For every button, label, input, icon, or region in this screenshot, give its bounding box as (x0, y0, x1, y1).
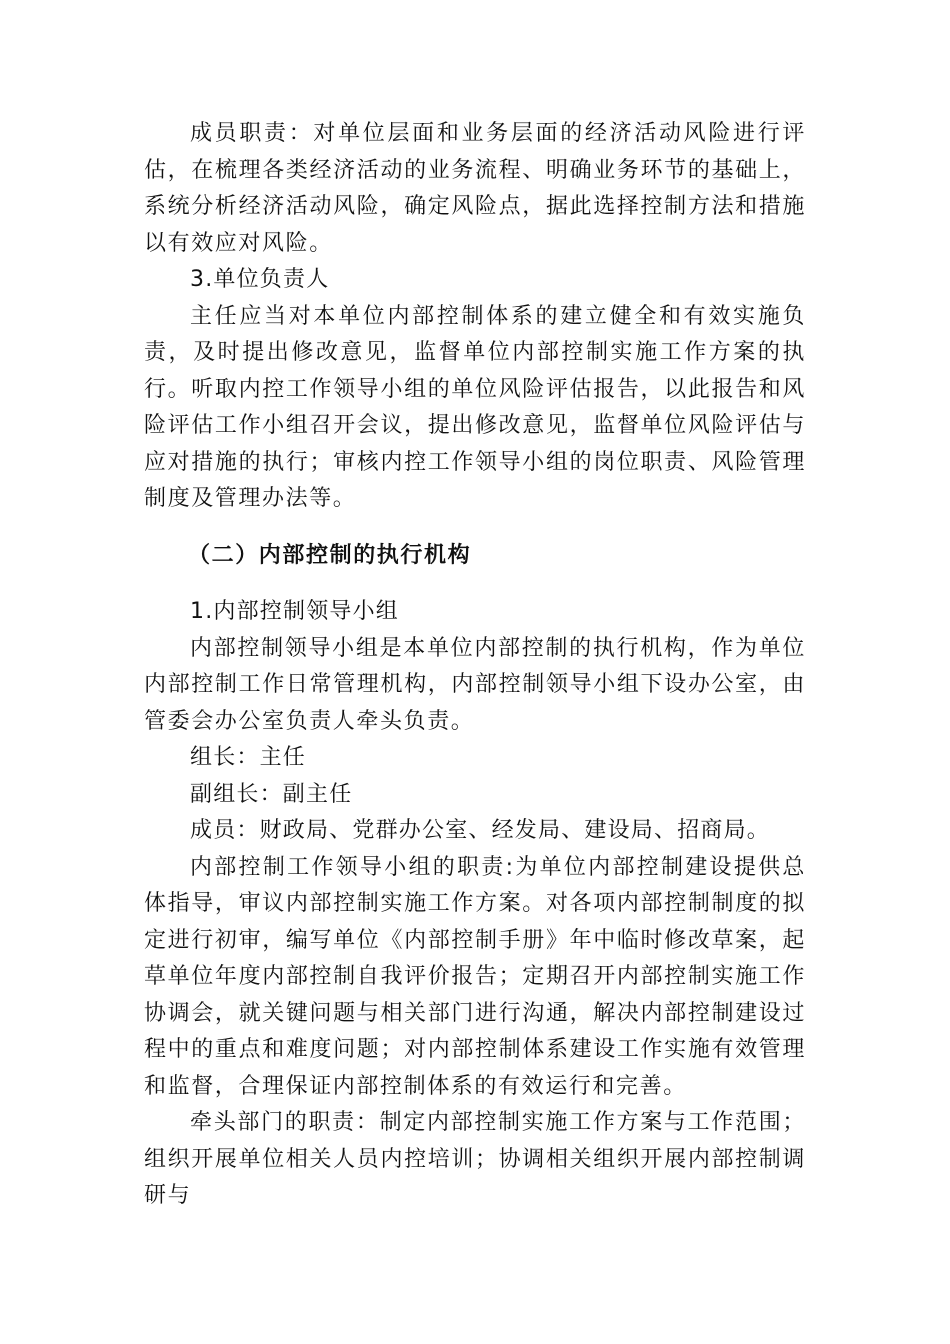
section-heading: （二）内部控制的执行机构 (188, 542, 472, 568)
leading-group-subtitle: 1.内部控制领导小组 (190, 599, 399, 624)
spacer (144, 574, 806, 594)
document-body (144, 116, 806, 1215)
leading-group-paragraph: 内部控制领导小组是本单位内部控制的执行机构，作为单位内部控制工作日常管理机构，内部控制领导小组下设办公室，由管委会办公室负责人牵头负责。 (144, 635, 806, 734)
members-line: 成员：财政局、党群办公室、经发局、建设局、招商局。 (190, 818, 771, 843)
unit-head-paragraph: 主任应当对本单位内部控制体系的建立健全和有效实施负责，及时提出修改意见，监督单位内部控制实施工作方案的执行。听取内控工作领导小组的单位风险评估报告，以此报告和风险评估工作小组召开会议，提出修改意见，监督单位风险评估与应对措施的执行；审核内控工作领导小组的岗位职责、风险管理制度及管理办法等。 (144, 303, 806, 511)
group-duties-paragraph: 内部控制工作领导小组的职责:为单位内部控制建设提供总体指导，审议内部控制实施工作方案。对各项内部控制制度的拟定进行初审，编写单位《内部控制手册》年中临时修改草案，起草单位年度内部控制自我评价报告；定期召开内部控制实施工作协调会，就关键问题与相关部门进行沟通，解决内部控制建设过程中的重点和难度问题；对内部控制体系建设工作实施有效管理和监督，合理保证内部控制体系的有效运行和完善。 (144, 854, 806, 1099)
group-leader-line: 组长：主任 (190, 745, 307, 770)
unit-head-subtitle: 3.单位负责人 (190, 267, 330, 292)
member-duties-paragraph: 成员职责：对单位层面和业务层面的经济活动风险进行评估，在梳理各类经济活动的业务流程、明确业务环节的基础上，系统分析经济活动风险，确定风险点，据此选择控制方法和措施以有效应对风险。 (144, 121, 806, 256)
lead-department-duties-paragraph: 牵头部门的职责：制定内部控制实施工作方案与工作范围；组织开展单位相关人员内控培训；协调相关组织开展内部控制调研与 (144, 1110, 806, 1208)
spacer (144, 518, 806, 538)
deputy-leader-line: 副组长：副主任 (190, 781, 353, 807)
